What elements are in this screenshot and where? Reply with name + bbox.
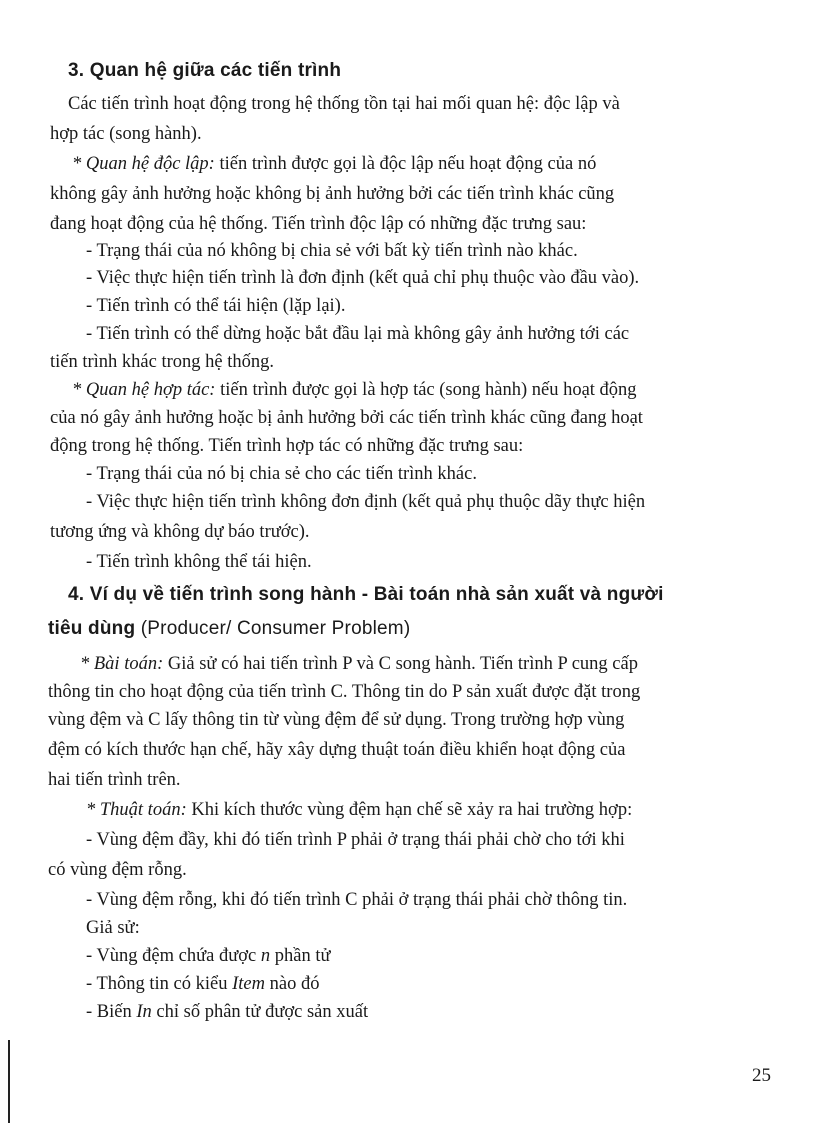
paragraph-line: động trong hệ thống. Tiến trình hợp tác có những đặc trưng sau: xyxy=(50,436,524,456)
term-independent: * Quan hệ độc lập: xyxy=(72,154,215,174)
scan-edge-line xyxy=(8,1040,10,1123)
list-item: - Việc thực hiện tiến trình là đơn định (kết quả chỉ phụ thuộc vào đầu vào). xyxy=(86,268,640,288)
section-3-heading: 3. Quan hệ giữa các tiến trình xyxy=(68,60,342,81)
paragraph-line: * Bài toán: Giả sử có hai tiến trình P và C song hành. Tiến trình P cung cấp xyxy=(80,654,638,674)
list-item: - Vùng đệm đầy, khi đó tiến trình P phải ở trạng thái phải chờ cho tới khi xyxy=(86,830,625,850)
list-item: - Việc thực hiện tiến trình không đơn định (kết quả phụ thuộc dãy thực hiện xyxy=(86,492,646,512)
paragraph-line: vùng đệm và C lấy thông tin từ vùng đệm để sử dụng. Trong trường hợp vùng xyxy=(48,710,625,730)
paragraph-line: tương ứng và không dự báo trước). xyxy=(50,522,310,542)
section-4-heading: 4. Ví dụ về tiến trình song hành - Bài toán nhà sản xuất và người xyxy=(68,584,664,605)
paragraph-line: không gây ảnh hưởng hoặc không bị ảnh hưởng bởi các tiến trình khác cũng xyxy=(50,184,615,204)
page-number: 25 xyxy=(752,1065,771,1086)
paragraph-line: * Quan hệ độc lập: tiến trình được gọi là độc lập nếu hoạt động của nó xyxy=(72,154,597,174)
paragraph-line: đang hoạt động của hệ thống. Tiến trình độc lập có những đặc trưng sau: xyxy=(50,214,587,234)
list-item: - Trạng thái của nó không bị chia sẻ với bất kỳ tiến trình nào khác. xyxy=(86,241,578,261)
list-item: - Vùng đệm chứa được n phần tử xyxy=(86,946,331,966)
paragraph-line: Giả sử: xyxy=(86,918,140,938)
paragraph-line: hai tiến trình trên. xyxy=(48,770,181,790)
paragraph-line: Các tiến trình hoạt động trong hệ thống tồn tại hai mối quan hệ: độc lập và xyxy=(68,94,620,114)
list-item: - Vùng đệm rỗng, khi đó tiến trình C phải ở trạng thái phải chờ thông tin. xyxy=(86,890,628,910)
paragraph-line: tiến trình khác trong hệ thống. xyxy=(50,352,275,372)
term-problem: * Bài toán: xyxy=(80,654,164,674)
list-item: - Tiến trình có thể tái hiện (lặp lại). xyxy=(86,296,346,316)
term-cooperative: * Quan hệ hợp tác: xyxy=(72,380,216,400)
paragraph-line: của nó gây ảnh hưởng hoặc bị ảnh hưởng bởi các tiến trình khác cũng đang hoạt xyxy=(50,408,643,428)
list-item: - Thông tin có kiểu Item nào đó xyxy=(86,974,320,994)
paragraph-line: thông tin cho hoạt động của tiến trình C. Thông tin do P sản xuất được đặt trong xyxy=(48,682,641,702)
paragraph-line: đệm có kích thước hạn chế, hãy xây dựng thuật toán điều khiển hoạt động của xyxy=(48,740,626,760)
paragraph-line: * Quan hệ hợp tác: tiến trình được gọi là hợp tác (song hành) nếu hoạt động xyxy=(72,380,637,400)
list-item: - Biến In chỉ số phân tử được sản xuất xyxy=(86,1002,369,1022)
list-item: - Trạng thái của nó bị chia sẻ cho các tiến trình khác. xyxy=(86,464,477,484)
list-item: - Tiến trình có thể dừng hoặc bắt đầu lại mà không gây ảnh hưởng tới các xyxy=(86,324,630,344)
list-item: - Tiến trình không thể tái hiện. xyxy=(86,552,312,572)
section-4-heading-cont: tiêu dùng (Producer/ Consumer Problem) xyxy=(48,618,411,639)
paragraph-line: * Thuật toán: Khi kích thước vùng đệm hạn chế sẽ xảy ra hai trường hợp: xyxy=(86,800,633,820)
term-algorithm: * Thuật toán: xyxy=(86,800,187,820)
paragraph-line: hợp tác (song hành). xyxy=(50,124,202,144)
paragraph-line: có vùng đệm rỗng. xyxy=(48,860,187,880)
